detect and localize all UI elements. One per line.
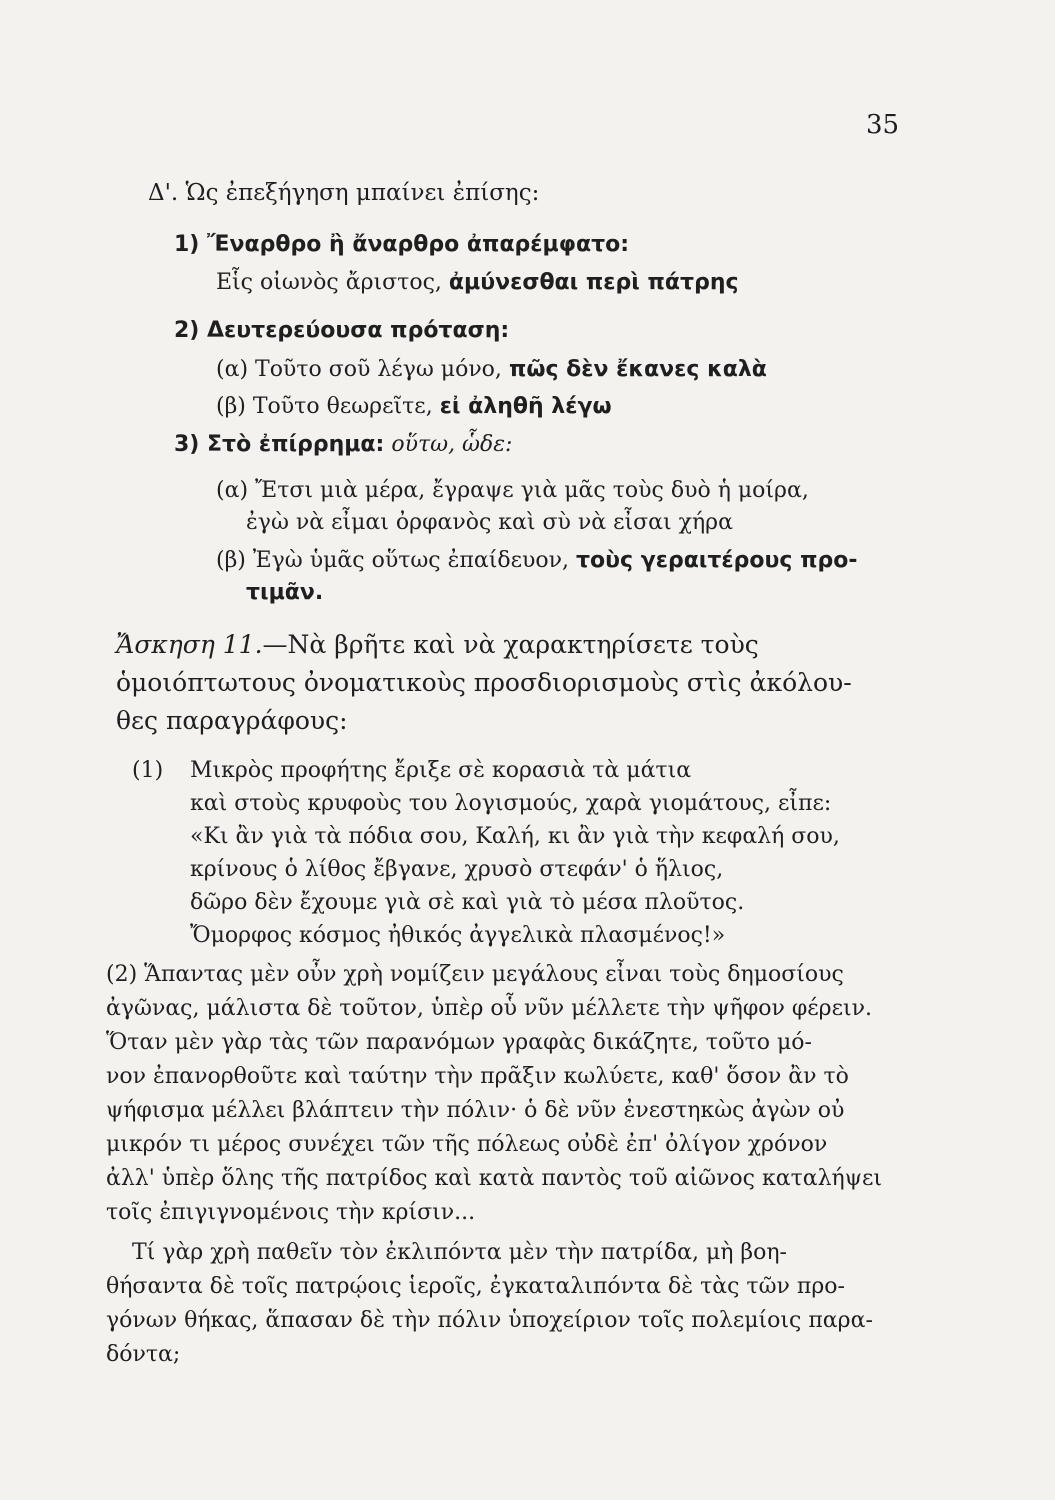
prose-para2-line: γόνων θήκας, ἅπασαν δὲ τὴν πόλιν ὑποχείριον τοῖς πολεμίοις παρα- (106, 1308, 873, 1333)
poem-line: δῶρο δὲν ἔχουμε γιὰ σὲ καὶ γιὰ τὸ μέσα πλοῦτος. (190, 890, 745, 915)
section-heading: Δ'. Ὡς ἐπεξήγηση μπαίνει ἐπίσης: (148, 180, 540, 206)
item1-example-bold: ἀμύνεσθαι περὶ πάτρης (448, 270, 739, 295)
prose-line: νον ἐπανορθοῦτε καὶ ταύτην τὴν πρᾶξιν κωλύετε, καθ' ὅσον ἂν τὸ (106, 1064, 849, 1089)
item3-label-italic: οὕτω, ὧδε: (391, 432, 513, 457)
prose-line: ἀγῶνας, μάλιστα δὲ τοῦτον, ὑπὲρ οὗ νῦν μέλλετε τὴν ψῆφον φέρειν. (106, 996, 872, 1021)
exercise-line3: θες παραγράφους: (116, 706, 348, 735)
item2-a-bold: πῶς δὲν ἔκανες καλὰ (508, 357, 767, 382)
prose-line: ἀλλ' ὑπὲρ ὅλης τῆς πατρίδος καὶ κατὰ παντὸς τοῦ αἰῶνος καταλήψει (106, 1166, 882, 1191)
exercise-title: Ἄσκηση 11. (116, 630, 263, 659)
item1-label: 1) Ἔναρθρο ἢ ἄναρθρο ἀπαρέμφατο: (174, 232, 630, 257)
item2-a (216, 355, 767, 385)
item3-b-bold-cont: τιμᾶν. (246, 580, 324, 605)
page-number: 35 (866, 110, 900, 140)
item2-label: 2) Δευτερεύουσα πρόταση: (174, 318, 510, 343)
prose-para2-line: Τί γὰρ χρὴ παθεῖν τὸν ἐκλιπόντα μὲν τὴν πατρίδα, μὴ βοη- (132, 1240, 787, 1265)
poem-line: Ὄμορφος κόσμος ἠθικός ἀγγελικὰ πλασμένος!» (190, 923, 726, 948)
exercise-line2: ὁμοιόπτωτους ὀνοματικοὺς προσδιορισμοὺς στὶς ἀκόλου- (116, 668, 852, 697)
poem-line: καὶ στοὺς κρυφοὺς του λογισμούς, χαρὰ γιομάτους, εἶπε: (190, 791, 832, 816)
item2-b-plain: (β) Τοῦτο θεωρεῖτε, (216, 394, 433, 419)
item3-label: 3) Στὸ ἐπίρρημα: (174, 432, 385, 457)
prose-line: ψήφισμα μέλλει βλάπτειν τὴν πόλιν· ὁ δὲ νῦν ἐνεστηκὼς ἀγὼν οὐ (106, 1098, 845, 1123)
exercise-line1 (116, 628, 759, 662)
prose-line: τοῖς ἐπιγιγνομένοις τὴν κρίσιν... (106, 1200, 476, 1225)
poem-line: Μικρὸς προφήτης ἔριξε σὲ κορασιὰ τὰ μάτια (190, 758, 692, 783)
item3-b-bold: τοὺς γεραιτέρους προ- (576, 548, 858, 573)
item1-example (216, 268, 739, 298)
prose-line: μικρόν τι μέρος συνέχει τῶν τῆς πόλεως οὐδὲ ἐπ' ὀλίγον χρόνον (106, 1132, 828, 1157)
item1-example-plain: Εἷς οἰωνὸς ἄριστος, (216, 270, 442, 295)
item3-b-plain: (β) Ἐγὼ ὑμᾶς οὕτως ἐπαίδευον, (216, 548, 569, 573)
item2-a-plain: (α) Τοῦτο σοῦ λέγω μόνο, (216, 357, 502, 382)
item3-a-line1: (α) Ἔτσι μιὰ μέρα, ἔγραψε γιὰ μᾶς τοὺς δυὸ ἡ μοίρα, (216, 478, 809, 503)
prose-line: (2) Ἅπαντας μὲν οὖν χρὴ νομίζειν μεγάλους εἶναι τοὺς δημοσίους (106, 962, 844, 987)
item3-a-line2: ἐγὼ νὰ εἶμαι ὀρφανὸς καὶ σὺ νὰ εἶσαι χήρα (246, 510, 733, 535)
item3-b (216, 546, 857, 576)
item2-b-bold: εἰ ἀληθῆ λέγω (439, 394, 612, 419)
prose-line: Ὅταν μὲν γὰρ τὰς τῶν παρανόμων γραφὰς δικάζητε, τοῦτο μό- (106, 1030, 812, 1055)
poem-line: κρίνους ὁ λίθος ἔβγανε, χρυσὸ στεφάν' ὁ ἥλιος, (190, 857, 724, 882)
item2-b (216, 392, 612, 422)
poem-line: «Κι ἂν γιὰ τὰ πόδια σου, Καλή, κι ἂν γιὰ τὴν κεφαλή σου, (190, 824, 840, 849)
item3-label-line (174, 430, 512, 460)
prose-para2-line: δόντα; (106, 1342, 181, 1367)
prose-para2-line: θήσαντα δὲ τοῖς πατρῴοις ἱεροῖς, ἐγκαταλιπόντα δὲ τὰς τῶν προ- (106, 1274, 845, 1299)
poem-number: (1) (132, 758, 164, 783)
exercise-line1-text: —Νὰ βρῆτε καὶ νὰ χαρακτηρίσετε τοὺς (262, 630, 759, 659)
